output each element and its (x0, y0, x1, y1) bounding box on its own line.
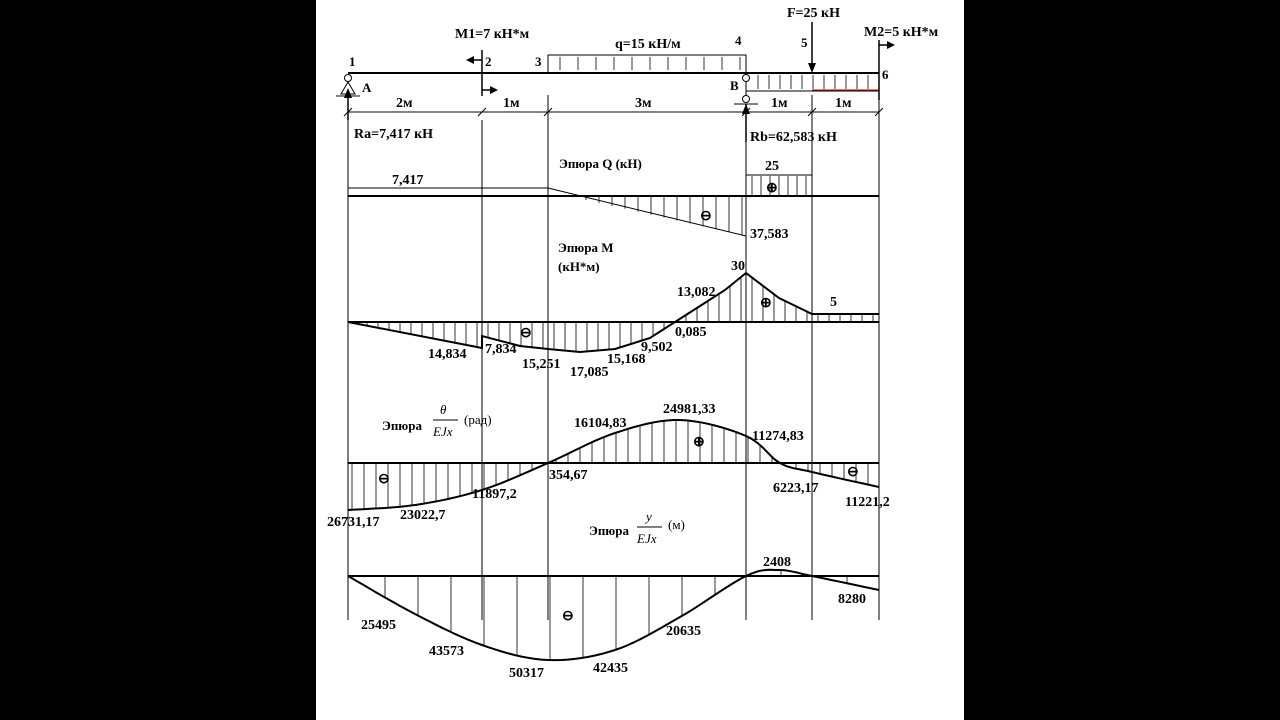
m-diagram (348, 273, 879, 352)
theta-value-6: 24981,33 (663, 402, 716, 417)
beam-diagram (316, 0, 964, 720)
q-label: q=15 кН/м (615, 37, 681, 52)
y-value-5: 20635 (666, 624, 701, 639)
m-value-5: 15,168 (607, 352, 646, 367)
ra-label: Ra=7,417 кН (354, 127, 434, 142)
theta-value-7: 11274,83 (752, 429, 804, 444)
svg-text:EJx: EJx (433, 424, 453, 439)
m-value-6: 9,502 (641, 340, 673, 355)
q-diagram (348, 175, 879, 236)
node-label-4: 4 (735, 33, 742, 48)
y-value-2: 43573 (429, 644, 464, 659)
node-label-6: 6 (882, 67, 889, 82)
y-value-4: 42435 (593, 661, 628, 676)
y-value-3: 50317 (509, 666, 544, 681)
m-value-2: 7,834 (485, 342, 517, 357)
m-value-10: 5 (830, 295, 837, 310)
svg-text:Эпюра: Эпюра (382, 418, 422, 433)
node-label-5: 5 (801, 35, 808, 50)
support-a (336, 75, 360, 121)
y-value-6: 2408 (763, 555, 791, 570)
m-value-9: 30 (731, 259, 745, 274)
y-value-7: 8280 (838, 592, 866, 607)
theta-value-4: 354,67 (549, 468, 588, 483)
m-value-8: 13,082 (677, 285, 716, 300)
q-value-3: 37,583 (750, 227, 789, 242)
y-sign-minus: ⊖ (562, 609, 574, 624)
m-diagram-title-1: Эпюра M (558, 240, 614, 255)
theta-sign-plus: ⊕ (693, 435, 705, 450)
svg-text:(м): (м) (668, 517, 685, 532)
m-sign-plus: ⊕ (760, 296, 772, 311)
span-label-3: 3м (635, 96, 652, 111)
f-label: F=25 кН (787, 6, 840, 21)
svg-text:(рад): (рад) (464, 412, 492, 427)
span-label-4: 1м (771, 96, 788, 111)
svg-text:EJx: EJx (637, 531, 657, 546)
node-label-3: 3 (535, 54, 542, 69)
m-sign-minus: ⊖ (520, 326, 532, 341)
m1-label: M1=7 кН*м (455, 27, 530, 42)
q-sign-minus: ⊖ (700, 209, 712, 224)
support-a-label: A (362, 80, 372, 95)
q-value-2: 25 (765, 159, 779, 174)
q-diagram-title: Эпюра Q (кН) (559, 156, 642, 171)
m-diagram-title-2: (кН*м) (558, 259, 600, 274)
diagram-sheet (316, 0, 964, 720)
theta-sign-minus-1: ⊖ (378, 472, 390, 487)
force-f (808, 22, 816, 73)
m-value-4: 17,085 (570, 365, 609, 380)
theta-value-5: 16104,83 (574, 416, 627, 431)
svg-text:Эпюра: Эпюра (589, 523, 629, 538)
theta-value-2: 23022,7 (400, 508, 446, 523)
q-value-1: 7,417 (392, 173, 424, 188)
span-label-1: 2м (396, 96, 413, 111)
m-value-3: 15,251 (522, 357, 561, 372)
svg-text:θ: θ (440, 402, 447, 417)
q-sign-plus: ⊕ (766, 181, 778, 196)
theta-value-9: 11221,2 (845, 495, 890, 510)
node-label-2: 2 (485, 54, 492, 69)
theta-sign-minus-2: ⊖ (847, 465, 859, 480)
theta-diagram-title (382, 402, 492, 439)
svg-text:y: y (646, 509, 652, 524)
node-label-1: 1 (349, 54, 356, 69)
span-label-2: 1м (503, 96, 520, 111)
rb-label: Rb=62,583 кН (750, 130, 837, 145)
theta-value-8: 6223,17 (773, 481, 819, 496)
theta-value-3: 11897,2 (472, 487, 517, 502)
span-label-5: 1м (835, 96, 852, 111)
m2-label: M2=5 кН*м (864, 25, 939, 40)
y-diagram (348, 570, 879, 660)
y-value-1: 25495 (361, 618, 396, 633)
theta-value-1: 26731,17 (327, 515, 380, 530)
y-diagram-title (589, 509, 685, 546)
support-b-label: B (730, 78, 739, 93)
m-value-7: 0,085 (675, 325, 707, 340)
m-value-1: 14,834 (428, 347, 467, 362)
